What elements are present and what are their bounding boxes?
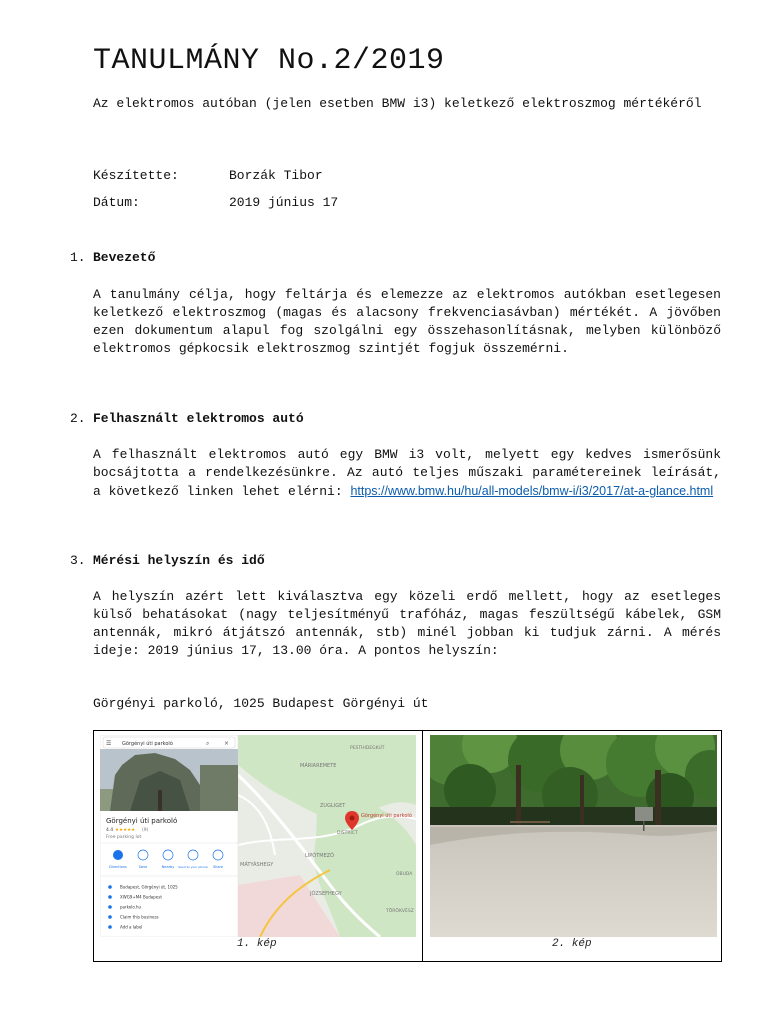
svg-text:Directions: Directions	[109, 865, 127, 869]
svg-text:Nearby: Nearby	[161, 865, 175, 869]
section-heading-3: 3. Mérési helyszín és idő	[70, 553, 265, 568]
svg-text:Share: Share	[212, 865, 224, 869]
shield-icon	[108, 915, 112, 919]
search-icon[interactable]: ⌕	[206, 740, 210, 747]
section-heading-1: 1. Bevezető	[70, 250, 156, 265]
map-area-label: MÁTYÁSHEGY	[240, 862, 274, 868]
plus-code-icon	[108, 895, 112, 899]
author-value: Borzák Tibor	[229, 168, 323, 183]
document-subtitle: Az elektromos autóban (jelen esetben BMW i3) keletkező elektroszmog mértékéről	[93, 96, 702, 111]
map-screenshot	[100, 735, 416, 937]
map-area-label: PESTHIDEGKÚT	[350, 746, 385, 751]
parking-photo	[430, 735, 717, 937]
detail-address: Budapest, Görgényi út, 1025	[120, 884, 178, 890]
table-divider	[422, 731, 423, 961]
map-area-label: ZUGLIGET	[320, 803, 346, 809]
svg-text:Save: Save	[138, 865, 148, 869]
document-title: TANULMÁNY No.2/2019	[93, 44, 445, 78]
detail-add-label[interactable]: Add a label	[120, 924, 143, 930]
map-area-label: LIPÓTMEZŐ	[305, 853, 335, 859]
section-text-3: A helyszín azért lett kiválasztva egy közeli erdő mellett, hogy az esetleges külső behatásokat (nagy teljesítményű trafóház, magas feszültségű kábelek, GSM antennák, mikró átjátszó antennák, stb) minél jobban ki tudjuk zárni. A mérés ideje: 2019 június 17, 13.00 óra. A pontos helyszín:	[93, 589, 721, 658]
bmw-link[interactable]: https://www.bmw.hu/hu/all-models/bmw-i/i3/2017/at-a-glance.html	[350, 484, 714, 498]
map-area-label: ÓBUDA	[396, 872, 413, 877]
date-row	[93, 195, 338, 210]
label-icon	[108, 925, 112, 929]
image-caption-2: 2. kép	[552, 938, 592, 950]
section-heading-2: 2. Felhasznált elektromos autó	[70, 411, 304, 426]
menu-icon[interactable]: ☰	[106, 740, 112, 747]
place-rating: 4.4	[106, 828, 114, 833]
globe-icon	[108, 905, 112, 909]
map-area-label: TÖRÖKVÉSZ	[386, 909, 414, 914]
rating-stars: ★★★★★	[115, 828, 136, 833]
date-value: 2019 június 17	[229, 195, 339, 210]
detail-claim[interactable]: Claim this business	[120, 914, 159, 920]
map-area-label: JÓZSEFHEGY	[310, 891, 342, 897]
place-photo	[100, 749, 238, 811]
author-row	[93, 168, 323, 183]
image-table	[93, 730, 722, 962]
section-text-1: A tanulmány célja, hogy feltárja és elemezze az elektromos autókban esetlegesen keletkező elektroszmog (magas és alacsony frekvenciasávban) mértékét. A jövőben ezen dokumentum alapul fog szolgálni egy összehasonlításnak, melyben különböző elektromos gépkocsik elektroszmog szintjét fogjuk összemérni.	[93, 287, 721, 356]
detail-website[interactable]: parkolo.hu	[120, 904, 142, 910]
map-search-input[interactable]: Görgényi úti parkoló	[122, 741, 173, 747]
place-category: Free parking lot	[106, 835, 142, 840]
section-text-2: A felhasznált elektromos autó egy BMW i3 volt, melyett egy kedves ismerősünk bocsájtotta a rendelkezésünkre. Az autó teljes műszaki paramétereinek leírását, a következő linken lehet elérni: https://www.bmw.hu/hu/all-models/bmw-i/i3/2017/at-a-glance.html	[93, 447, 721, 499]
date-label: Dátum:	[93, 195, 140, 210]
close-icon[interactable]: ×	[224, 740, 230, 747]
author-label: Készítette:	[93, 168, 179, 183]
location-pin-icon	[108, 885, 112, 889]
map-area-label: MÁRIAREMETE	[300, 763, 337, 769]
location-text: Görgényi parkoló, 1025 Budapest Görgényi út	[93, 696, 429, 711]
image-caption-1: 1. kép	[237, 938, 277, 950]
review-count: (9)	[142, 828, 149, 833]
map-pin-label: Görgényi úti parkoló	[361, 813, 412, 819]
svg-text:Send to your phone: Send to your phone	[178, 865, 208, 869]
map-area-label: DISTRICT	[337, 831, 358, 836]
place-name: Görgényi úti parkoló	[106, 817, 178, 825]
detail-plus-code: XWG9+M4 Budapest	[120, 894, 162, 900]
